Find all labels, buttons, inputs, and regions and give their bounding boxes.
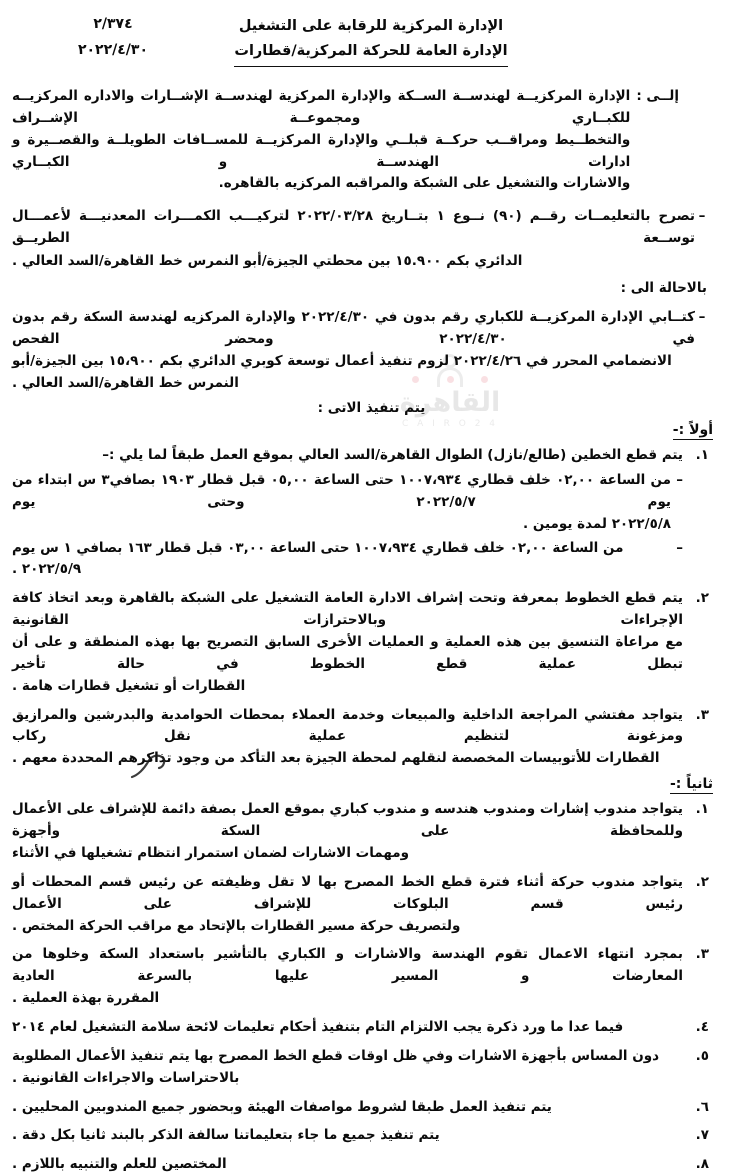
title-line-2: الإدارة العامة للحركة المركزية/قطارات — [234, 39, 507, 66]
reference-paragraph — [8, 306, 735, 395]
watermark-latin-text: C A I R O 2 4 — [401, 418, 499, 429]
letterhead-title — [209, 14, 533, 67]
section-first-items — [8, 445, 735, 770]
item-number: ٣. — [695, 946, 709, 963]
list-item — [8, 1125, 735, 1147]
item-line-1: يتواجد مندوب حركة أثناء فترة قطع الخط المصرح بها لا تقل وظيفته عن رئيس قسم المحطات أو رئيس قسم البلوكات للإشراف على الأعمال — [12, 873, 683, 912]
authorization-line-2: الدائري بكم ١٥.٩٠٠ بين محطتي الجيزة/أبو النمرس خط القاهرة/السد العالي . — [12, 252, 523, 269]
item-text — [12, 588, 683, 697]
list-item — [8, 1017, 735, 1039]
document-date: ٢٠٢٢/٤/٣٠ — [77, 41, 149, 58]
item-line-1: يتم قطع الخطوط بمعرفة وتحت إشراف الادارة العامة التشغيل على الشبكة بالقاهرة وبعد اتخاذ كافة الإجراءات وبالاحترازات القانونية — [12, 590, 683, 629]
schedule-sub-items — [12, 470, 683, 581]
item-number: ٥. — [695, 1047, 709, 1064]
item-text — [12, 1017, 683, 1039]
item-text — [12, 1097, 683, 1119]
item-line-1: يتم قطع الخطين (طالع/نازل) الطوال القاهرة/السد العالي بموقع العمل طبقاً لما يلي :– — [102, 447, 683, 464]
item-text — [12, 1125, 683, 1147]
item-line-1: فيما عدا ما ورد ذكرة يجب الالتزام التام بتنفيذ أحكام تعليمات لائحة سلامة التشغيل لعام ٢٠١٤ — [12, 1018, 624, 1035]
authorization-line-1: تصرح بالتعليمــات رقــم (٩٠) نــوع ١ بتــاريخ ٢٠٢٢/٠٣/٢٨ لتركيـــب الكمـــرات المعدنيـــة لأعمـــال توســعة الطريــق — [12, 208, 695, 247]
item-line-1: يتم تنفيذ العمل طبقا لشروط مواصفات الهيئة وبحضور جميع المندوبين المحليين . — [12, 1098, 552, 1115]
item-line-2: مع مراعاة التنسيق بين هذه العملية و العمليات الأخرى السابق التصريح بها بهذه المنطقة و على أن تبطل عملية قطع الخطوط في حالة تأخير — [12, 634, 683, 672]
schedule-item — [12, 538, 683, 582]
execution-intro: يتم تنفيذ الاتى : — [317, 400, 426, 417]
schedule-text — [12, 538, 671, 582]
section-first-heading-text: أولاً :- — [672, 422, 713, 439]
item-number: ٣. — [695, 706, 709, 723]
authorization-dash-marker: – — [698, 208, 706, 225]
recipients-block — [8, 86, 735, 195]
item-number: ٢. — [695, 590, 709, 607]
item-line-2: القطارات للأتوبيسات المخصصة لنقلهم لمحطة الجيزة بعد التأكد من وجود تذاكرهم المحددة معهم . — [12, 750, 660, 767]
reference-line-1: كتــابي الإدارة المركزيــة للكباري رقم بدون في ٢٠٢٢/٤/٣٠ والإدارة المركزيه لهندسة السكة رقم بدون في ٢٠٢٢/٤/٣٠ ومحضر الفحص — [12, 308, 696, 347]
sub-dash-marker: – — [676, 539, 683, 556]
item-text — [12, 1154, 683, 1176]
recipients-line-3: والاشارات والتشغيل على الشبكة والمراقبه المركزيه بالقاهره. — [218, 175, 631, 192]
list-item — [8, 445, 735, 581]
item-line-1: يتم تنفيذ جميع ما جاء بتعليماتنا سالفة الذكر بالبند ثانيا بكل دقة . — [12, 1127, 440, 1144]
item-number: ٦. — [695, 1098, 709, 1115]
recipients-line-2: والتخطــيط ومراقــب حركــة قبلــي والإدارة المركزيــة للمســافات الطويلــة والقصــيرة و ادارات الهندســة و الكبــاري — [12, 131, 631, 170]
sub-dash-marker: – — [676, 472, 683, 489]
section-first-heading — [8, 422, 735, 438]
title-line-1: الإدارة المركزية للرقابة على التشغيل — [238, 18, 504, 34]
recipients-label: إلــى : — [636, 88, 679, 104]
schedule-item — [12, 470, 683, 536]
schedule-line-2: ٢٠٢٢/٥/٨ لمدة يومين . — [523, 515, 671, 532]
item-line-3: القطارات أو تشغيل قطارات هامة . — [12, 677, 246, 694]
reference-dash-marker: – — [698, 308, 706, 325]
authorization-paragraph — [8, 205, 735, 271]
section-second-items — [8, 799, 735, 1176]
item-text — [12, 872, 683, 938]
item-text — [12, 1046, 683, 1090]
handwritten-signature-mark — [128, 753, 186, 779]
item-number: ٨. — [695, 1156, 709, 1173]
item-text — [12, 799, 683, 865]
list-item — [8, 1154, 735, 1176]
list-item — [8, 705, 735, 771]
list-item — [8, 588, 735, 697]
list-item — [8, 1097, 735, 1119]
reference-line-2: الانضمامي المحرر في ٢٠٢٢/٤/٢٦ لزوم تنفيذ أعمال توسعة كوبري الدائري بكم ١٥،٩٠٠ بين الجيزة/أبو النمرس خط القاهرة/السد العالي . — [12, 352, 672, 392]
reference-text — [12, 306, 695, 395]
item-number: ١. — [695, 801, 709, 818]
list-item — [8, 944, 735, 1010]
schedule-text — [12, 470, 671, 536]
list-item — [8, 799, 735, 865]
item-text — [12, 705, 683, 771]
item-line-1: المختصين للعلم والتنبيه باللازم . — [12, 1156, 227, 1173]
schedule-line-1: من الساعة ٠٢,٠٠ خلف قطاري ١٠٠٧،٩٣٤ حتى الساعة ٠٥,٠٠ قبل قطار ١٩٠٣ بصافي٣ س ابتداء من يوم ٢٠٢٢/٥/٧ وحتى يوم — [12, 472, 671, 510]
recipients-line-1: الإدارة المركزيــة لهندســة الســكة والإدارة المركزية لهندســة الإشــارات والاداره المركزيــه للكبــاري ومجموعــة الإشــراف — [12, 88, 631, 126]
item-line-1: دون المساس بأجهزة الاشارات وفي ظل اوقات قطع الخط المصرح بها يتم تنفيذ الأعمال المطلوبة بالاحتراسات والاجراءات القانونية . — [12, 1047, 660, 1086]
schedule-line-1: من الساعة ٠٢,٠٠ خلف قطاري ١٠٠٧،٩٣٤ حتى الساعة ٠٣,٠٠ قبل قطار ١٦٣ بصافي ١ س يوم ٢٠٢٢/٥/٩ . — [12, 539, 624, 578]
item-number: ٤. — [695, 1018, 709, 1035]
list-item — [8, 1046, 735, 1090]
item-line-1: بمجرد انتهاء الاعمال تقوم الهندسة والاشارات و الكباري بالتأشير باستعداد السكة وخلوها من المعارضات و المسير عليها بالسرعة العادية — [12, 946, 683, 985]
recipients-text — [8, 86, 636, 195]
list-item — [8, 872, 735, 938]
item-line-2: ومهمات الاشارات لضمان استمرار انتظام تشغيلها في الأثناء — [12, 844, 409, 861]
item-number: ٢. — [695, 873, 709, 890]
document-body — [0, 86, 745, 1176]
item-text — [12, 944, 683, 1010]
item-line-1: يتواجد مفتشي المراجعة الداخلية والمبيعات وخدمة العملاء بمحطات الحوامدية والبدرشين والمرازيق ومزغونة لتنظيم عملية نقل ركاب — [12, 706, 683, 745]
item-number: ٧. — [695, 1127, 709, 1144]
section-second-heading-text: ثانياً :- — [669, 776, 713, 793]
reference-heading: بالاحالة الى : — [620, 279, 707, 296]
item-line-1: يتواجد مندوب إشارات ومندوب هندسه و مندوب كباري بموقع العمل بصفة دائمة للإشراف على الأعمال وللمحافظة على السكة وأجهزة — [12, 801, 683, 840]
item-line-2: المقررة بهذة العملية . — [12, 990, 160, 1007]
document-reference-block — [0, 12, 226, 64]
watermark-arabic-text: القاهرة — [399, 386, 501, 418]
item-text — [12, 445, 683, 581]
reference-number: ٢/٣٧٤ — [93, 16, 133, 32]
authorization-text — [12, 205, 695, 271]
section-second-heading — [8, 776, 735, 792]
item-line-2: ولتصريف حركة مسير القطارات بالإتحاد مع مراقب الحركة المختص . — [12, 917, 461, 934]
item-number: ١. — [695, 447, 709, 464]
